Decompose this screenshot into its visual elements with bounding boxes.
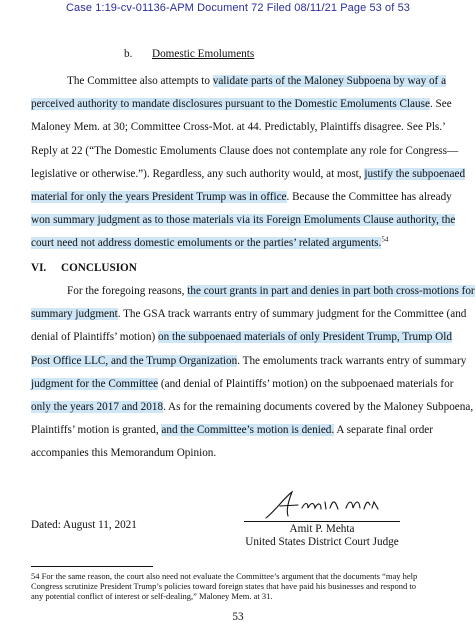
footnote-line: any potential conflict of interest or self-dealing,” Maloney Mem. at 31. [31, 591, 273, 602]
paragraph-line: accompanies this Memorandum Opinion. [31, 447, 217, 460]
paragraph-line: Reply at 22 (“The Domestic Emoluments Clause does not contemplate any role for Congress— [31, 144, 459, 157]
paragraph-line: The Committee also attempts to validate parts of the Maloney Subpoena by way of a [67, 75, 447, 87]
paragraph-line: summary judgment. The GSA track warrants entry of summary judgment for the Committee (and [31, 308, 467, 321]
section-title: CONCLUSION [61, 262, 137, 274]
footnote-divider [31, 566, 153, 567]
paragraph-conclusion [31, 280, 475, 466]
paragraph-line: only the years 2017 and 2018. As for the remaining documents covered by the Maloney Subpoena, [31, 400, 474, 413]
case-header-stamp: Case 1:19-cv-01136-APM Document 72 Filed 08/11/21 Page 53 of 53 [65, 2, 411, 14]
paragraph-line: denial of Plaintiffs’ motion) on the subpoenaed materials of only President Trump, Trump Old [31, 331, 452, 344]
paragraph-line: legislative or otherwise.”). Regardless, any such authority would, at most, justify the subpoenaed [31, 167, 466, 180]
signature-line [244, 521, 400, 522]
section-number: VI. [31, 262, 47, 274]
paragraph-line: judgment for the Committee (and denial of Plaintiffs’ motion) on the subpoenaed materials for [31, 377, 454, 390]
judge-title: United States District Court Judge [245, 536, 399, 548]
paragraph-line: For the foregoing reasons, the court grants in part and denies in part both cross-motions for [67, 285, 475, 297]
footnote-54 [31, 571, 443, 602]
date-line: Dated: August 11, 2021 [31, 519, 137, 531]
subsection-title: Domestic Emoluments [152, 48, 255, 60]
paragraph-line: Plaintiffs’ motion is granted, and the Committee’s motion is denied. A separate final order [31, 424, 433, 437]
handwritten-signature [262, 488, 382, 522]
paragraph-line: won summary judgment as to those materials via its Foreign Emoluments Clause authority, the [31, 214, 456, 227]
page-number: 53 [232, 611, 244, 623]
paragraph-line: court need not address domestic emoluments or the parties’ related arguments.$^{54}$ [31, 235, 389, 250]
paragraph-line: perceived authority to mandate disclosures pursuant to the Domestic Emoluments Clause. See [31, 98, 452, 111]
judge-name: Amit P. Mehta [289, 523, 355, 535]
footnote-marker: 54 [381, 235, 389, 244]
paragraph-line: Maloney Mem. at 30; Committee Cross-Mot. at 44. Predictably, Plaintiffs disagree. See Pls.’ [31, 121, 446, 134]
paragraph-domestic-emoluments [31, 70, 466, 256]
footnote-line: 54 For the same reason, the court also need not evaluate the Committee’s argument that the documents “may help [31, 571, 418, 581]
subsection-letter: b. [124, 48, 133, 60]
paragraph-line: Post Office LLC, and the Trump Organization. The emoluments track warrants entry of summary [31, 354, 467, 367]
footnote-line: Congress scrutinize President Trump’s policies toward foreign states that have paid his businesses and respond to [31, 581, 417, 592]
paragraph-line: material for only the years President Trump was in office. Because the Committee has already [31, 190, 452, 203]
